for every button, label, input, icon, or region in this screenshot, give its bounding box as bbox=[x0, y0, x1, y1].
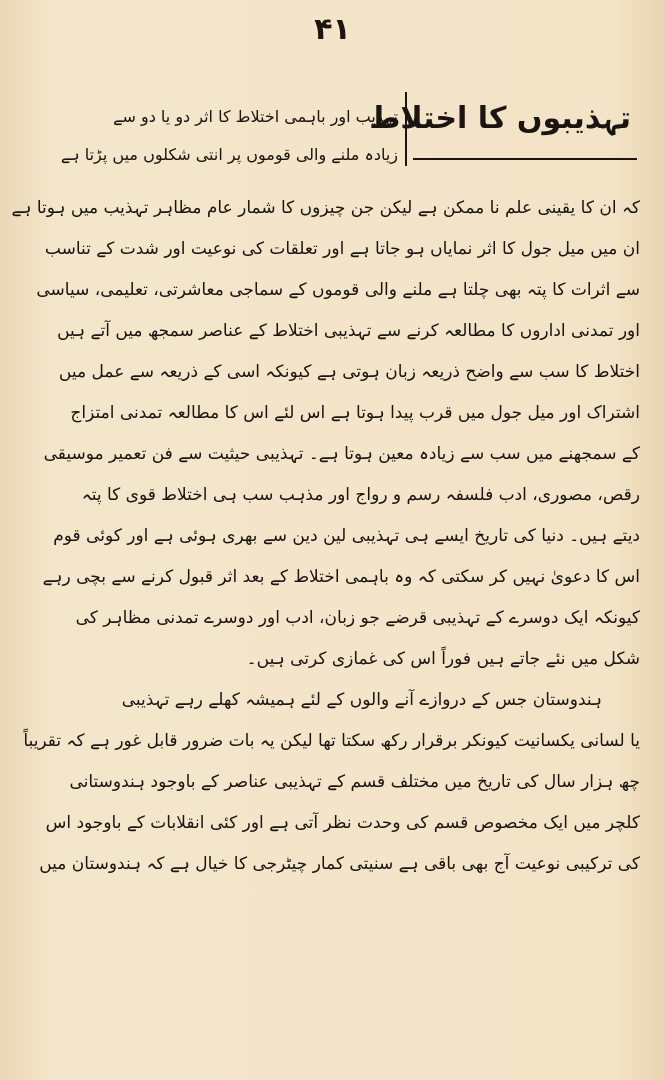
side-note-line: زیادہ ملنے والی قوموں پر انتی شکلوں میں پڑتا ہے bbox=[60, 145, 398, 164]
text-line: سے اثرات کا پتہ بھی چلتا ہے ملنے والی قوموں کے سماجی معاشرتی، تعلیمی، سیاسی bbox=[36, 280, 640, 300]
text-line: چھ ہزار سال کی تاریخ میں مختلف قسم کے تہذیبی عناصر کے باوجود ہندوستانی bbox=[69, 772, 640, 792]
text-line: کلچر میں ایک مخصوص قسم کی وحدت نظر آتی ہے اور کئی انقلابات کے باوجود اس bbox=[45, 813, 640, 833]
text-line: اختلاط کا سب سے واضح ذریعہ زبان ہوتی ہے کیونکہ اسی کے ذریعہ سے عمل میں bbox=[58, 362, 640, 382]
page-number: ۴۱ bbox=[314, 12, 351, 47]
text-line: ہندوستان جس کے دروازے آنے والوں کے لئے ہمیشہ کھلے رہے تہذیبی bbox=[121, 690, 602, 710]
body-text bbox=[11, 188, 640, 885]
section-heading-title: تہذیبوں کا اختلاط bbox=[369, 101, 631, 136]
section-heading-box bbox=[369, 92, 637, 166]
text-line: اس کا دعویٰ نہیں کر سکتی کہ وہ باہمی اختلاط کے بعد اثر قبول کرنے سے بچی رہے bbox=[42, 567, 640, 587]
heading-underline bbox=[413, 158, 637, 160]
text-line: کیونکہ ایک دوسرے کے تہذیبی قرضے جو زبان، ادب اور دوسرے تمدنی مظاہر کی bbox=[75, 608, 640, 628]
paragraph-2 bbox=[22, 680, 640, 885]
text-line: کی ترکیبی نوعیت آج بھی باقی ہے سنیتی کمار چیٹرجی کا خیال ہے کہ ہندوستان میں bbox=[39, 854, 640, 874]
text-line: رقص، مصوری، ادب فلسفہ رسم و رواج اور مذہب سب ہی اختلاط قوی کا پتہ bbox=[81, 485, 640, 505]
text-line: کہ ان کا یقینی علم نا ممکن ہے لیکن جن چیزوں کا شمار عام مظاہر تہذیب میں ہوتا ہے bbox=[11, 198, 640, 218]
text-line: ان میں میل جول کا اثر نمایاں ہو جاتا ہے اور تعلقات کی نوعیت اور شدت کے تناسب bbox=[44, 239, 640, 259]
side-note-line: تہذیب اور باہمی اختلاط کا اثر دو یا دو سے bbox=[113, 107, 398, 126]
heading-side-note bbox=[42, 98, 398, 174]
text-line: اشتراک اور میل جول میں قرب پیدا ہوتا ہے اس لئے اس کا مطالعہ تمدنی امتزاج bbox=[70, 403, 640, 423]
text-line: یا لسانی یکسانیت کیونکر برقرار رکھ سکتا تھا لیکن یہ بات ضرور قابل غور ہے کہ تقریباً bbox=[23, 731, 640, 751]
text-line: شکل میں نئے جاتے ہیں فوراً اس کی غمازی کرتی ہیں۔ bbox=[246, 649, 640, 669]
text-line: اور تمدنی اداروں کا مطالعہ کرنے سے تہذیبی اختلاط کے عناصر سمجھ میں آتے ہیں bbox=[57, 321, 640, 341]
paragraph-1 bbox=[11, 188, 640, 680]
text-line: دیتے ہیں۔ دنیا کی تاریخ ایسے ہی تہذیبی لین دین سے بھری ہوئی ہے اور کوئی قوم bbox=[53, 526, 640, 546]
text-line: کے سمجھنے میں سب سے زیادہ معین ہوتا ہے۔ تہذیبی حیثیت سے فن تعمیر موسیقی bbox=[43, 444, 640, 464]
